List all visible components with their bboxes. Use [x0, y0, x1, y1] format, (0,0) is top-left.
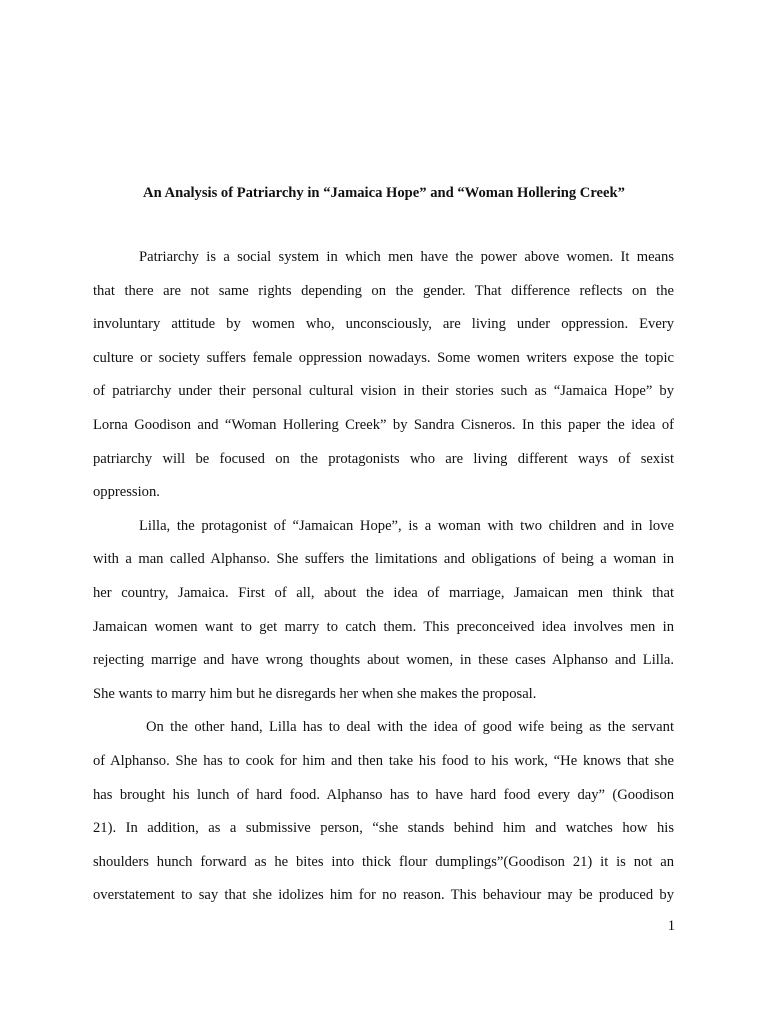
text-line: shoulders hunch forward as he bites into thick flour dumplings”(Goodison 21) it is not an	[93, 853, 674, 870]
text-line: Lilla, the protagonist of “Jamaican Hope”, is a woman with two children and in love	[139, 517, 674, 534]
text-line: rejecting marrige and have wrong thoughts about women, in these cases Alphanso and Lilla.	[93, 652, 674, 669]
text-line: her country, Jamaica. First of all, about the idea of marriage, Jamaican men think that	[93, 584, 674, 601]
text-line: 21). In addition, as a submissive person, “she stands behind him and watches how his	[93, 820, 674, 837]
text-line: Patriarchy is a social system in which men have the power above women. It means	[139, 249, 674, 265]
text-line: that there are not same rights depending on the gender. That difference reflects on the	[93, 282, 674, 299]
text-line: culture or society suffers female oppression nowadays. Some women writers expose the topic	[93, 349, 674, 366]
text-line: patriarchy will be focused on the protagonists who are living different ways of sexist	[93, 450, 674, 467]
text-line: has brought his lunch of hard food. Alphanso has to have hard food every day” (Goodison	[93, 786, 674, 803]
text-line: On the other hand, Lilla has to deal with the idea of good wife being as the servant	[146, 719, 674, 736]
document-title: An Analysis of Patriarchy in “Jamaica Hope” and “Woman Hollering Creek”	[143, 185, 625, 201]
text-line: of Alphanso. She has to cook for him and then take his food to his work, “He knows that she	[93, 752, 674, 769]
text-line: She wants to marry him but he disregards her when she makes the proposal.	[93, 685, 537, 702]
text-line: overstatement to say that she idolizes him for no reason. This behaviour may be produced by	[93, 887, 674, 904]
body-text	[93, 246, 674, 918]
page-number: 1	[667, 918, 675, 934]
text-line: oppression.	[93, 484, 160, 501]
text-line: with a man called Alphanso. She suffers the limitations and obligations of being a woman in	[93, 551, 674, 568]
text-line: Lorna Goodison and “Woman Hollering Creek” by Sandra Cisneros. In this paper the idea of	[93, 416, 674, 433]
text-line: involuntary attitude by women who, unconsciously, are living under oppression. Every	[93, 316, 674, 333]
text-line: of patriarchy under their personal cultural vision in their stories such as “Jamaica Hope” by	[93, 383, 674, 400]
text-line: Jamaican women want to get marry to catch them. This preconceived idea involves men in	[93, 618, 674, 635]
